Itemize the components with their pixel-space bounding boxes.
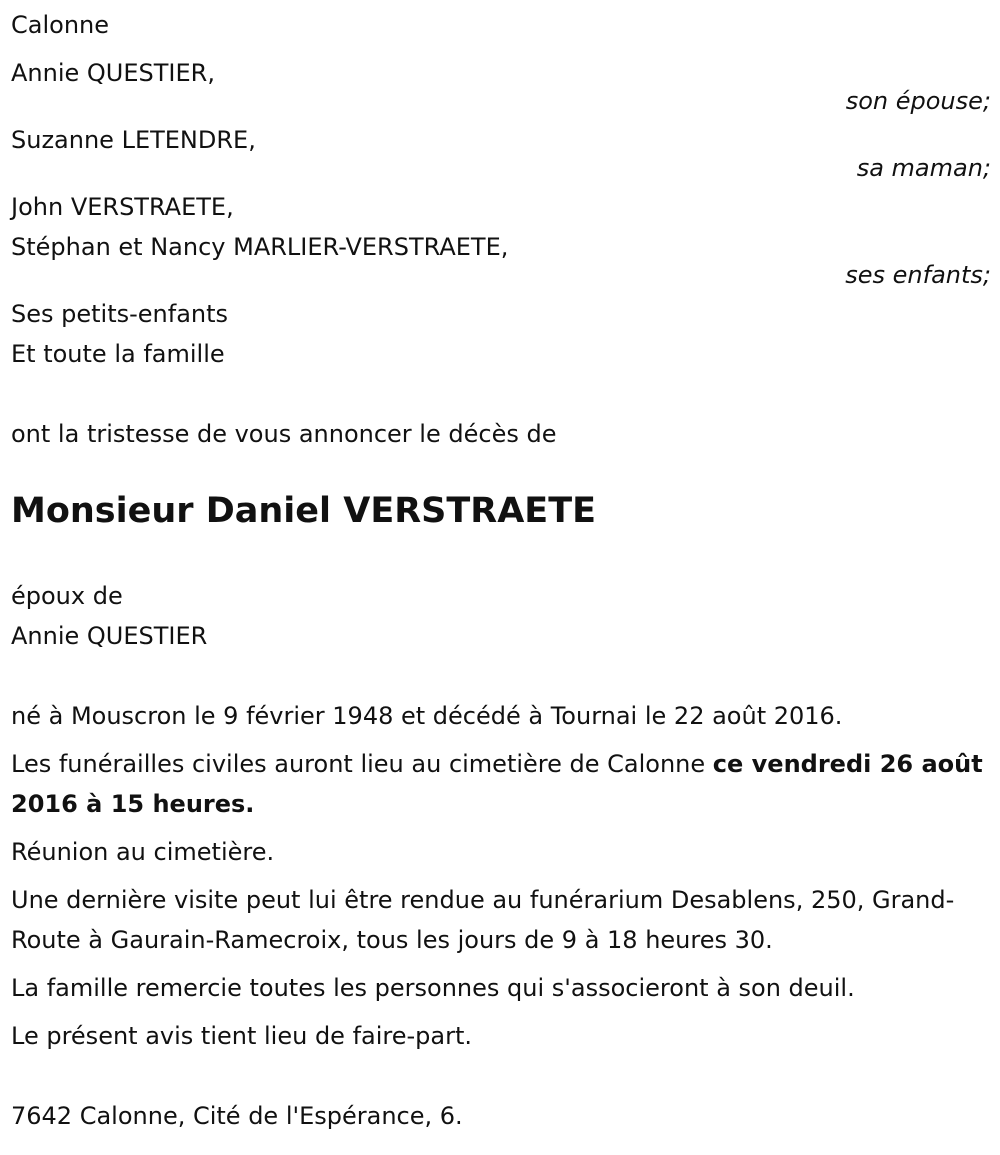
spouse-block [11,576,991,656]
funeral-text: Les funérailles civiles auront lieu au cimetière de Calonne [11,750,713,778]
location-top: Calonne [11,11,110,39]
family-name-line: John VERSTRAETE, [11,193,234,221]
family-name-line: Stéphan et Nancy MARLIER-VERSTRAETE, [11,233,509,261]
spouse-label: époux de [11,582,123,610]
notice-text: Le présent avis tient lieu de faire-part. [11,1022,473,1050]
family-children [11,187,991,288]
funeral-date: ce vendredi 26 août 2016 à 15 heures. [11,750,983,818]
family-others [11,294,991,374]
family-name-line: Suzanne LETENDRE, [11,126,256,154]
announcement-text: ont la tristesse de vous annoncer le décès de [11,420,557,448]
deceased-name: Monsieur Daniel VERSTRAETE [11,491,596,531]
family-role: ses enfants; [845,261,991,289]
family-spouse [11,53,991,114]
meeting-text: Réunion au cimetière. [11,838,275,866]
others-line: Et toute la famille [11,340,225,368]
family-name-line: Annie QUESTIER, [11,59,215,87]
family-role: sa maman; [856,154,991,182]
family-mother [11,120,991,181]
address-text: 7642 Calonne, Cité de l'Espérance, 6. [11,1102,463,1130]
spouse-name: Annie QUESTIER [11,622,208,650]
family-role: son épouse; [845,87,991,115]
thanks-text: La famille remercie toutes les personnes qui s'associeront à son deuil. [11,974,855,1002]
obituary-notice [11,5,991,1136]
others-line: Ses petits-enfants [11,300,229,328]
visit-paragraph: Une dernière visite peut lui être rendue au funérarium Desablens, 250, Grand-Route à Gaurain-Ramecroix, tous les jours de 9 à 18 heures 30. [11,886,955,954]
funeral-paragraph [11,744,991,824]
birth-death-text: né à Mouscron le 9 février 1948 et décédé à Tournai le 22 août 2016. [11,702,843,730]
